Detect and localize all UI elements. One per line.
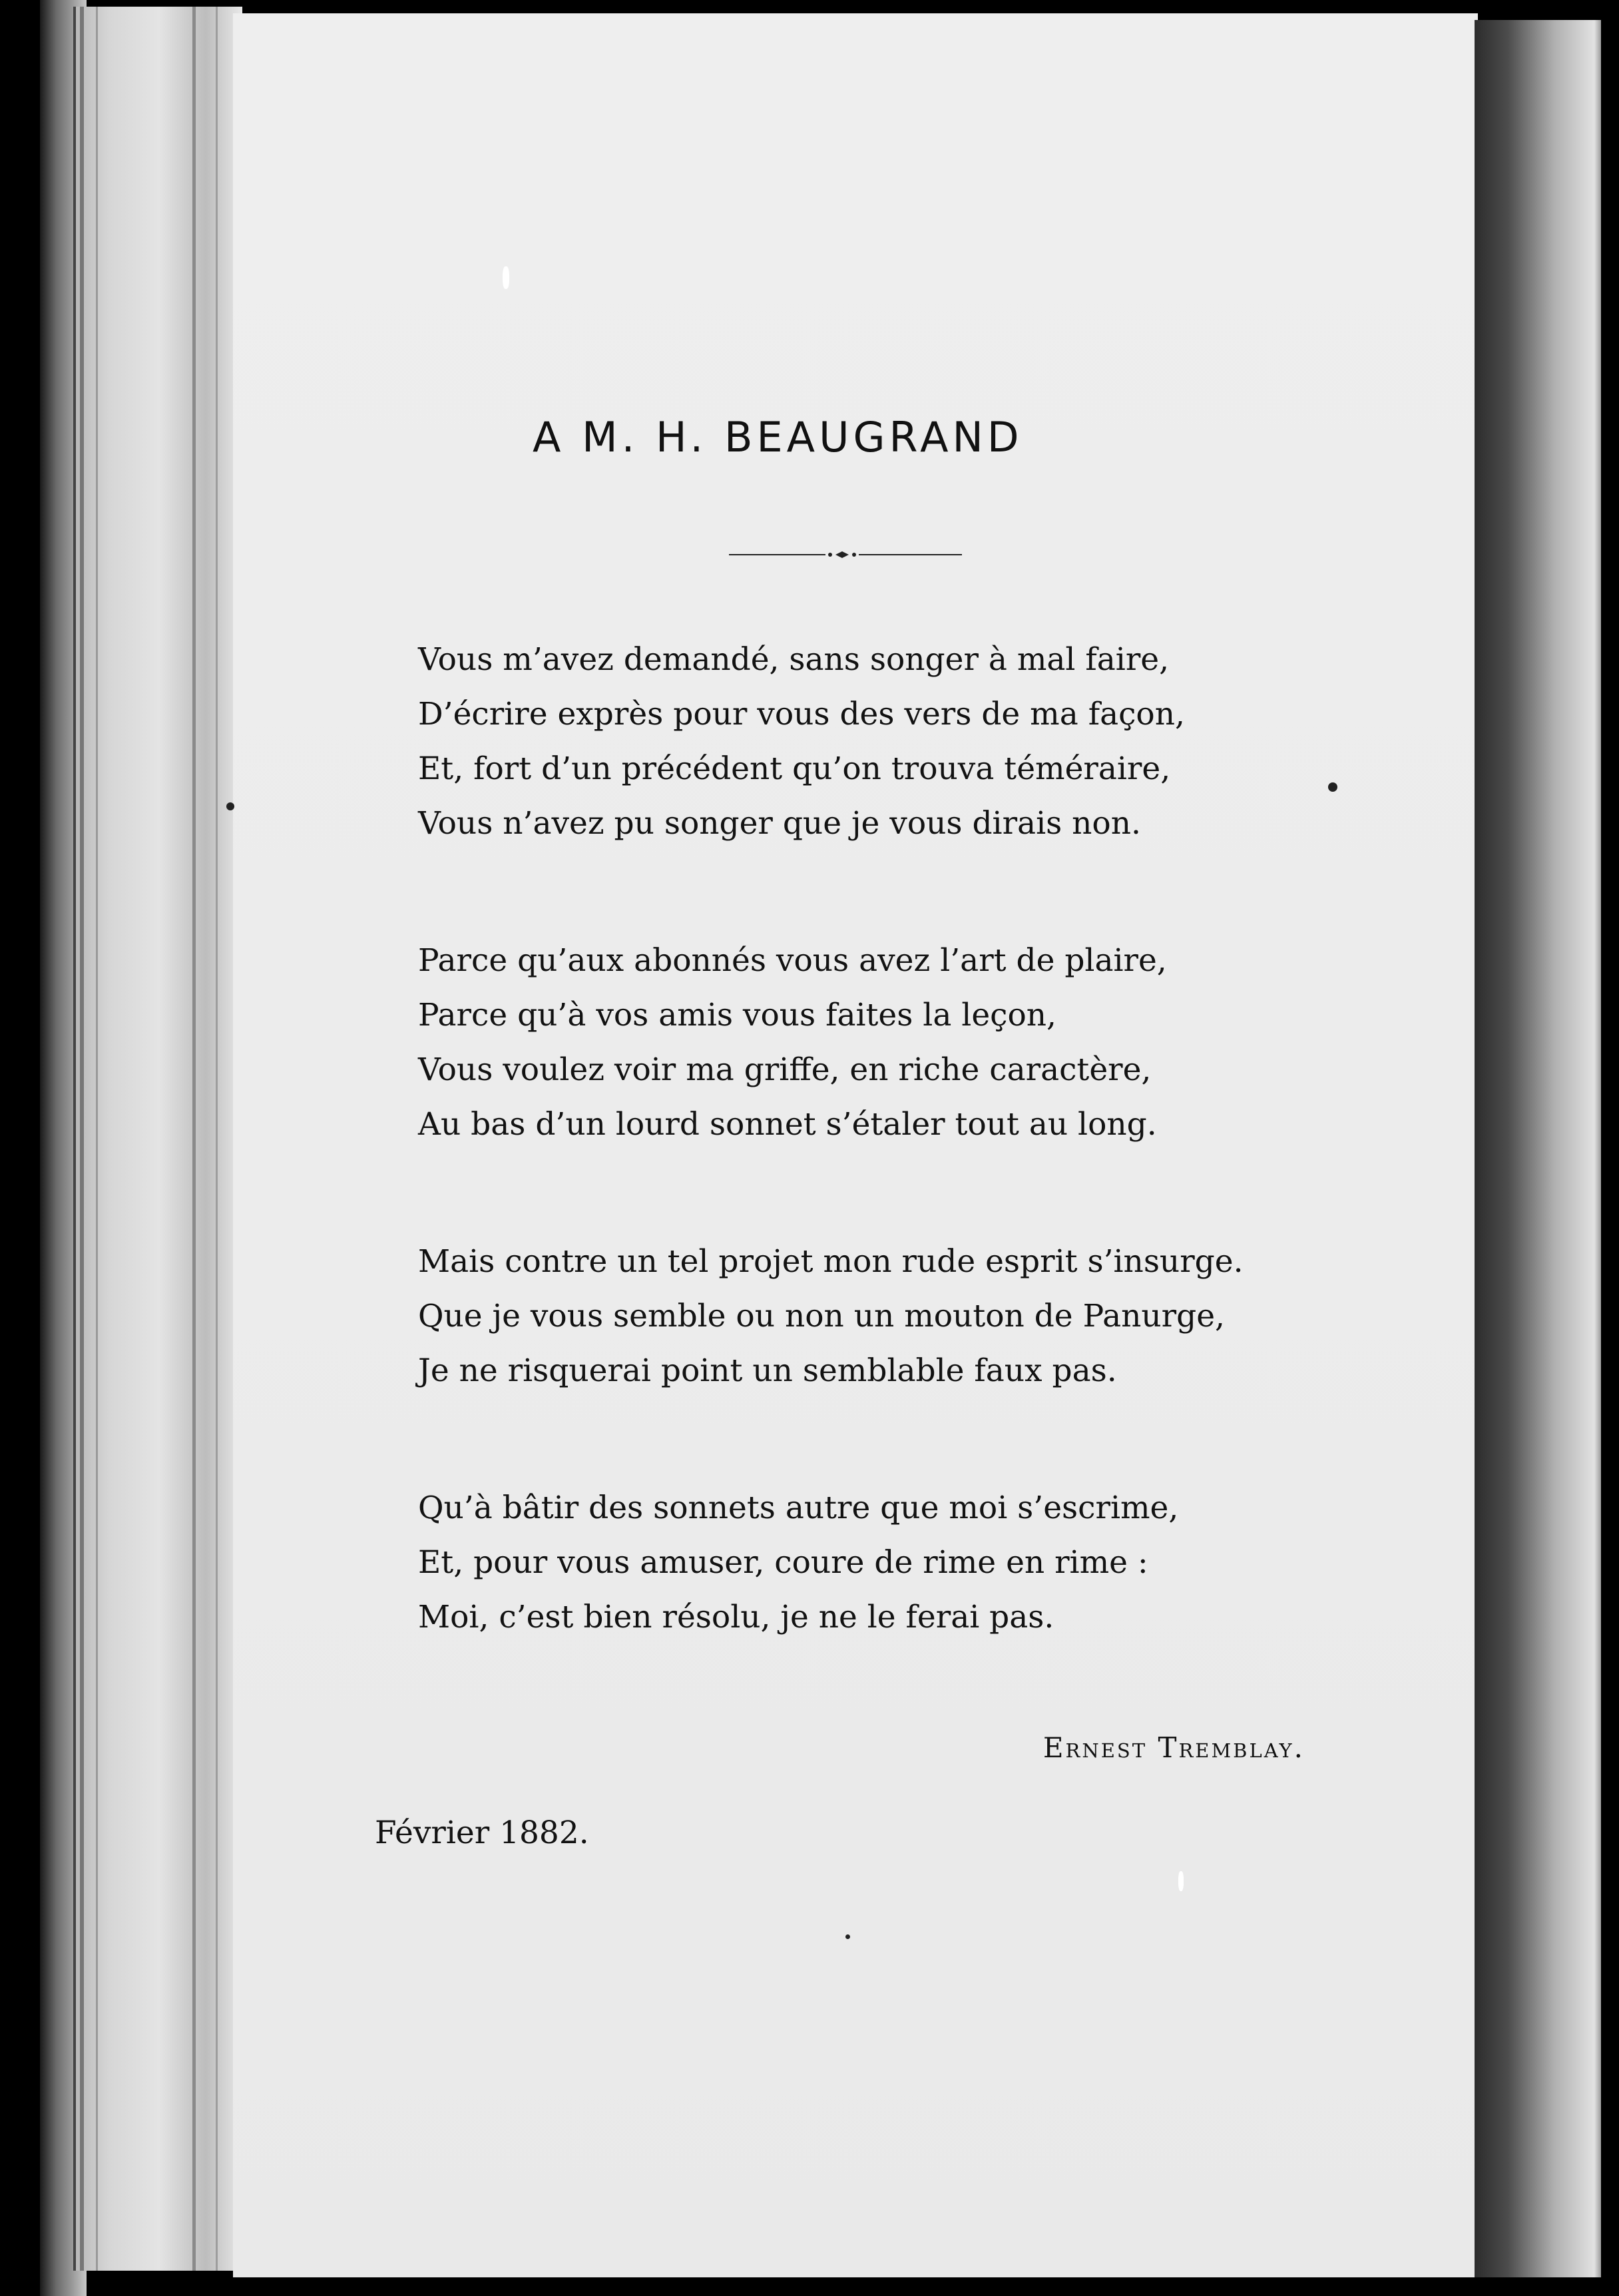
gutter-shadow (1475, 20, 1608, 2277)
stanza-2 (418, 934, 1350, 1152)
scan-speck (226, 802, 234, 810)
verse: Vous m’avez demandé, sans songer à mal faire, (418, 641, 1170, 678)
verse: Mais contre un tel projet mon rude esprit s’insurge. (418, 1243, 1244, 1280)
author-signature: Ernest Tremblay. (1042, 1731, 1305, 1764)
scan-right-edge (1601, 0, 1619, 2296)
verse: Je ne risquerai point un semblable faux pas. (418, 1352, 1117, 1389)
verse: Parce qu’à vos amis vous faites la leçon, (418, 997, 1056, 1033)
poem (418, 633, 1350, 1645)
verse: Et, fort d’un précédent qu’on trouva téméraire, (418, 750, 1171, 787)
scan-speck (1178, 1871, 1184, 1891)
verse: Moi, c’est bien résolu, je ne le ferai pas. (418, 1599, 1054, 1635)
title-rule-ornament (729, 549, 962, 560)
verse: Et, pour vous amuser, coure de rime en rime : (418, 1544, 1148, 1581)
verse: Vous n’avez pu songer que je vous dirais non. (418, 805, 1141, 842)
stanza-4 (418, 1481, 1350, 1645)
page-stack-edges (73, 7, 242, 2271)
scan-speck (1328, 782, 1337, 792)
scan-speck (503, 266, 509, 289)
date-line: Février 1882. (375, 1815, 589, 1851)
scan-speck (845, 1934, 850, 1939)
verse: Parce qu’aux abonnés vous avez l’art de plaire, (418, 942, 1167, 979)
verse: Vous voulez voir ma griffe, en riche caractère, (418, 1051, 1152, 1088)
stanza-3 (418, 1235, 1350, 1398)
verse: Qu’à bâtir des sonnets autre que moi s’escrime, (418, 1490, 1179, 1526)
page-title: A M. H. BEAUGRAND (533, 413, 1023, 461)
verse: Au bas d’un lourd sonnet s’étaler tout au long. (418, 1106, 1157, 1143)
verse: Que je vous semble ou non un mouton de Panurge, (418, 1298, 1225, 1334)
stanza-1 (418, 633, 1350, 851)
verse: D’écrire exprès pour vous des vers de ma façon, (418, 696, 1185, 732)
